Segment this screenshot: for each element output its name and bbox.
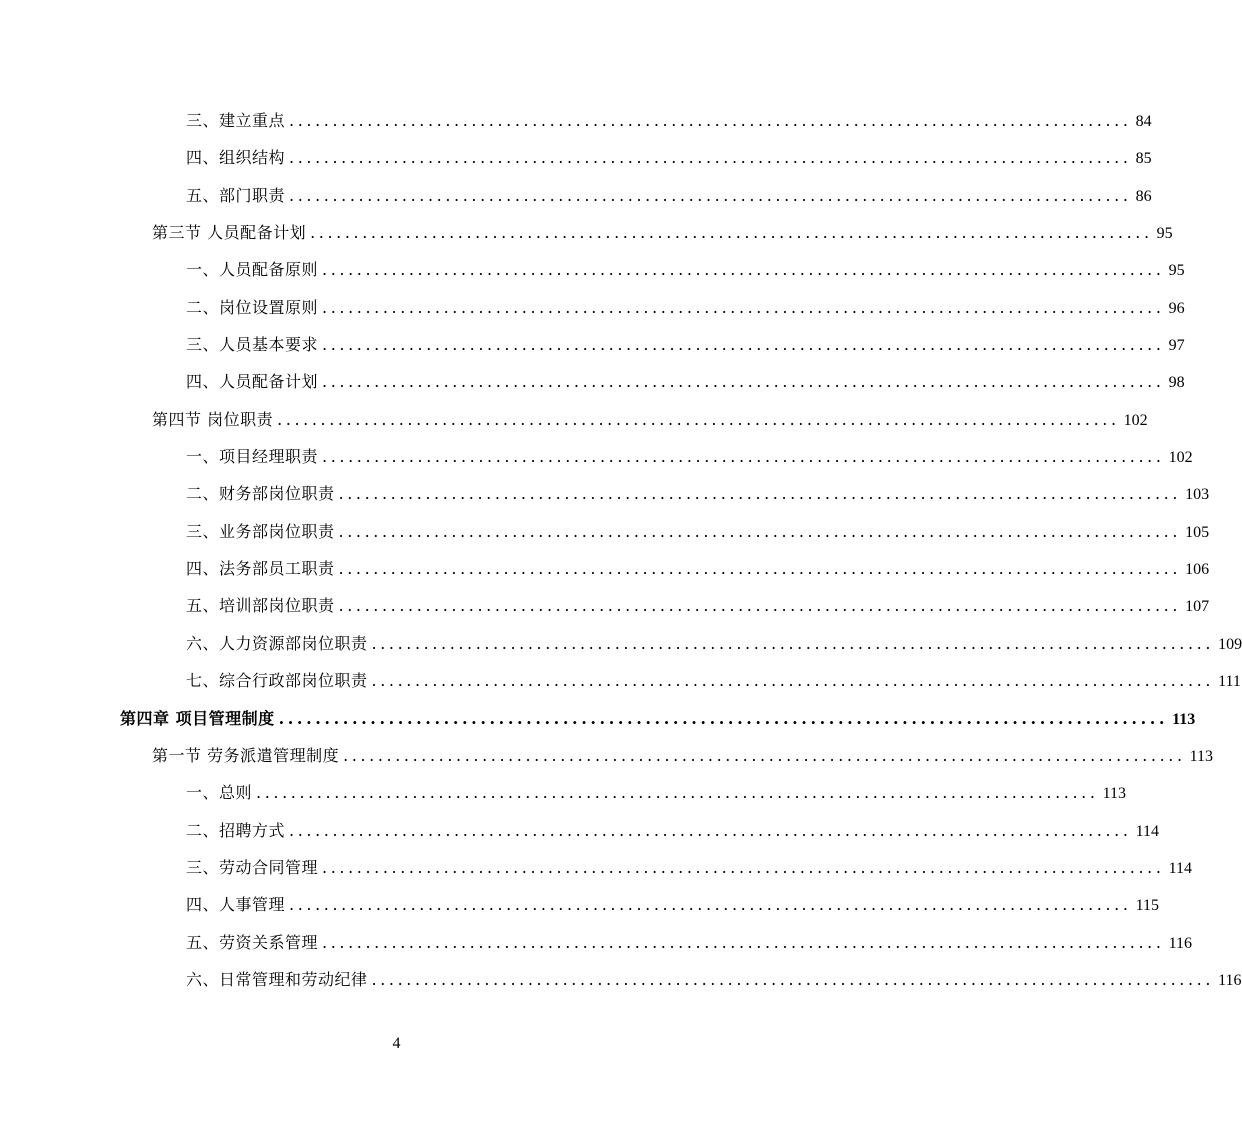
dot-leader: ................................................................................................. bbox=[343, 745, 1186, 765]
toc-entry-page: 116 bbox=[1218, 971, 1242, 989]
toc-entry-page: 113 bbox=[1172, 710, 1196, 728]
toc-entry-label: 一、总则 bbox=[186, 783, 253, 803]
toc-entry[interactable] bbox=[0, 586, 1210, 623]
toc-entry-page: 116 bbox=[1168, 934, 1192, 952]
toc-entry-label: 三、建立重点 bbox=[186, 111, 286, 130]
toc-entry-label: 四、人员配备计划 bbox=[186, 372, 319, 392]
toc-entry-page: 106 bbox=[1185, 561, 1210, 579]
toc-entry-page: 113 bbox=[1102, 785, 1126, 803]
toc-entry-label: 第四节 岗位职责 bbox=[152, 409, 274, 429]
dot-leader: ................................................................................................. bbox=[289, 148, 1132, 168]
toc-entry[interactable] bbox=[0, 325, 1185, 362]
toc-entry[interactable] bbox=[0, 474, 1210, 511]
toc-entry[interactable] bbox=[0, 250, 1185, 287]
dot-leader: ................................................................................................. bbox=[278, 708, 1169, 728]
toc-entry-label: 第一节 劳务派遣管理制度 bbox=[152, 745, 340, 765]
toc-entry-page: 109 bbox=[1218, 635, 1242, 653]
dot-leader: ................................................................................................. bbox=[371, 969, 1215, 989]
dot-leader: ................................................................................................. bbox=[289, 111, 1132, 130]
dot-leader: ................................................................................................. bbox=[338, 559, 1182, 579]
toc-entry-page: 102 bbox=[1123, 411, 1148, 429]
dot-leader: ................................................................................................. bbox=[322, 372, 1165, 392]
toc-entry[interactable] bbox=[0, 512, 1210, 549]
toc-entry-label: 三、劳动合同管理 bbox=[186, 857, 319, 877]
dot-leader: ................................................................................................. bbox=[371, 671, 1215, 691]
toc-entry-label: 五、部门职责 bbox=[186, 185, 286, 205]
toc-entry-label: 二、招聘方式 bbox=[186, 820, 286, 840]
dot-leader: ................................................................................................. bbox=[322, 335, 1165, 355]
toc-entry-label: 五、培训部岗位职责 bbox=[186, 596, 335, 616]
toc-entry-label: 一、项目经理职责 bbox=[186, 447, 319, 467]
toc-entry[interactable] bbox=[0, 661, 1241, 698]
toc-entry[interactable] bbox=[0, 400, 1148, 437]
toc-entry-label: 三、人员基本要求 bbox=[186, 335, 319, 355]
toc-entry[interactable] bbox=[0, 437, 1193, 474]
toc-entry-page: 97 bbox=[1168, 337, 1185, 355]
toc-entry[interactable] bbox=[0, 288, 1185, 325]
table-of-contents bbox=[0, 101, 1242, 997]
page-number: 4 bbox=[392, 1035, 401, 1052]
dot-leader: ................................................................................................. bbox=[277, 409, 1120, 429]
dot-leader: ................................................................................................. bbox=[322, 297, 1165, 317]
toc-entry-page: 113 bbox=[1189, 747, 1214, 765]
dot-leader: ................................................................................................. bbox=[310, 223, 1153, 243]
toc-entry-page: 114 bbox=[1168, 859, 1192, 877]
toc-entry-label: 七、综合行政部岗位职责 bbox=[186, 671, 368, 691]
toc-entry-label: 五、劳资关系管理 bbox=[186, 932, 319, 952]
toc-entry-label: 二、财务部岗位职责 bbox=[186, 484, 335, 504]
toc-entry-page: 107 bbox=[1185, 598, 1210, 616]
toc-entry[interactable] bbox=[0, 773, 1126, 810]
toc-entry-page: 95 bbox=[1156, 225, 1173, 243]
dot-leader: ................................................................................................. bbox=[322, 260, 1165, 280]
toc-entry-label: 二、岗位设置原则 bbox=[186, 297, 319, 317]
toc-entry-label: 三、业务部岗位职责 bbox=[186, 521, 335, 541]
dot-leader: ................................................................................................. bbox=[338, 596, 1182, 616]
toc-entry-page: 98 bbox=[1168, 374, 1185, 392]
toc-entry[interactable] bbox=[0, 176, 1152, 213]
toc-entry[interactable] bbox=[0, 549, 1210, 586]
toc-entry-page: 86 bbox=[1135, 187, 1152, 205]
toc-entry[interactable] bbox=[0, 138, 1152, 175]
toc-entry-page: 114 bbox=[1135, 822, 1159, 840]
toc-entry[interactable] bbox=[0, 213, 1173, 250]
dot-leader: ................................................................................................. bbox=[289, 895, 1132, 915]
dot-leader: ................................................................................................. bbox=[289, 185, 1132, 205]
toc-entry[interactable] bbox=[0, 885, 1159, 922]
dot-leader: ................................................................................................. bbox=[289, 820, 1132, 840]
toc-entry-page: 84 bbox=[1135, 113, 1152, 130]
toc-entry-page: 96 bbox=[1168, 299, 1185, 317]
toc-entry-page: 111 bbox=[1218, 673, 1241, 691]
dot-leader: ................................................................................................. bbox=[322, 857, 1165, 877]
dot-leader: ................................................................................................. bbox=[338, 484, 1182, 504]
toc-entry-page: 85 bbox=[1135, 150, 1152, 168]
toc-entry-label: 四、组织结构 bbox=[186, 148, 286, 168]
toc-entry-page: 105 bbox=[1185, 523, 1210, 541]
toc-entry-label: 六、日常管理和劳动纪律 bbox=[186, 969, 368, 989]
toc-entry[interactable] bbox=[0, 624, 1242, 661]
dot-leader: ................................................................................................. bbox=[256, 783, 1099, 803]
toc-entry-label: 六、人力资源部岗位职责 bbox=[186, 633, 368, 653]
toc-entry-page: 115 bbox=[1135, 897, 1159, 915]
toc-entry[interactable] bbox=[0, 699, 1196, 736]
toc-entry-label: 一、人员配备原则 bbox=[186, 260, 319, 280]
toc-entry-page: 95 bbox=[1168, 262, 1185, 280]
toc-entry-label: 第三节 人员配备计划 bbox=[152, 223, 307, 243]
toc-entry[interactable] bbox=[0, 811, 1159, 848]
dot-leader: ................................................................................................. bbox=[322, 932, 1165, 952]
toc-entry[interactable] bbox=[0, 736, 1214, 773]
toc-entry-label: 第四章 项目管理制度 bbox=[120, 708, 275, 728]
dot-leader: ................................................................................................. bbox=[322, 447, 1165, 467]
dot-leader: ................................................................................................. bbox=[338, 521, 1182, 541]
toc-entry-label: 四、法务部员工职责 bbox=[186, 559, 335, 579]
toc-entry-label: 四、人事管理 bbox=[186, 895, 286, 915]
toc-entry[interactable] bbox=[0, 362, 1185, 399]
toc-entry-page: 103 bbox=[1185, 486, 1210, 504]
dot-leader: ................................................................................................. bbox=[371, 633, 1215, 653]
toc-entry-page: 102 bbox=[1168, 449, 1193, 467]
toc-entry[interactable] bbox=[0, 848, 1192, 885]
toc-entry[interactable] bbox=[0, 923, 1192, 960]
toc-entry[interactable] bbox=[0, 960, 1242, 997]
toc-entry[interactable] bbox=[0, 101, 1152, 138]
